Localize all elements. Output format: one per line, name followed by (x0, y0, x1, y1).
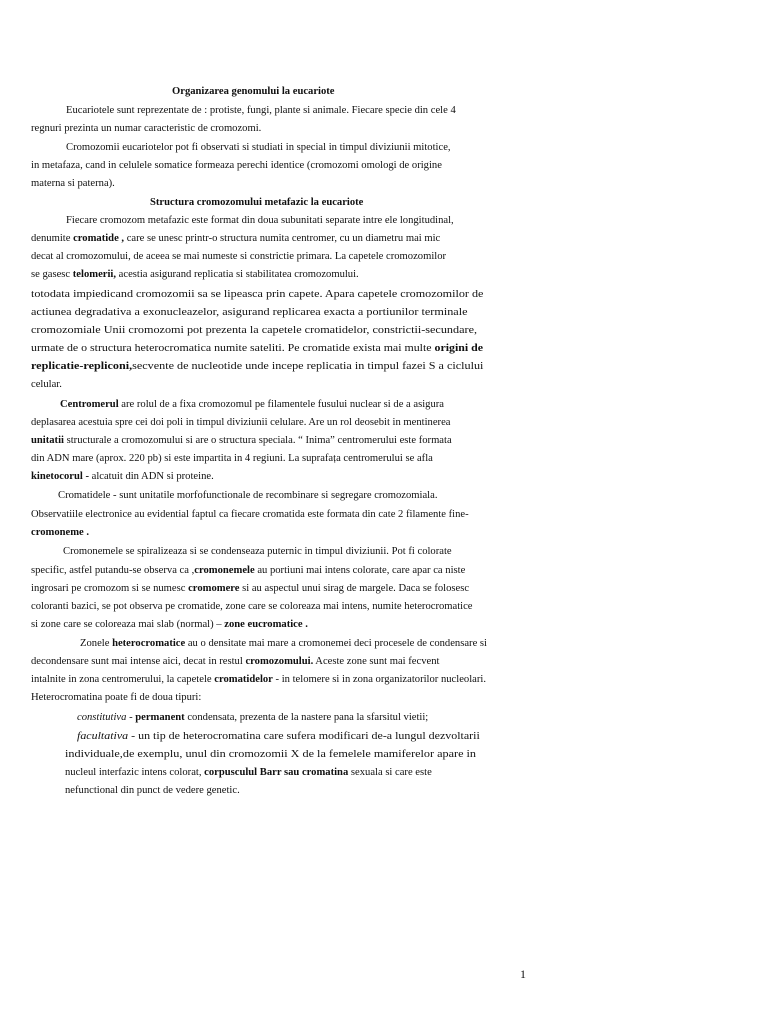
text-line (31, 582, 469, 595)
text-run: au o densitate mai mare a cromonemei deci procesele de condensare si (185, 638, 487, 649)
text-run: regnuri prezinta un numar caracteristic de cromozomi. (31, 123, 262, 134)
text-line (31, 655, 439, 668)
italic-text: facultativa (77, 731, 129, 742)
bold-text: permanent (135, 712, 185, 723)
text-line (31, 122, 261, 135)
text-run: nefunctional din punct de vedere genetic. (65, 785, 240, 796)
text-line (31, 288, 483, 301)
bold-text: cromatide , (73, 233, 125, 244)
text-line (31, 177, 115, 190)
text-line (58, 489, 437, 502)
text-run: acestia asigurand replicatia si stabilitatea cromozomului. (116, 269, 359, 280)
text-line (63, 545, 452, 558)
text-run: au portiuni mai intens colorate, care apar ca niste (254, 565, 466, 576)
text-run: individuale,de exemplu, unul din cromozomii X de la femelele mamiferelor apare in (65, 749, 477, 760)
text-run: structurale a cromozomului si are o structura speciala. “ Inima” centromerului este formata (63, 435, 452, 446)
text-run: secvente de nucleotide unde incepe replicatia in timpul fazei S a ciclului (132, 361, 484, 372)
text-line (31, 250, 446, 263)
text-line (31, 306, 468, 319)
text-run: intalnite in zona centromerului, la capetele (31, 674, 215, 685)
bold-text: unitatii (31, 435, 64, 446)
text-run: urmate de o structura heterocromatica numite sateliti. Pe cromatide exista mai multe (31, 343, 435, 354)
text-run: actiunea degradativa a exonucleazelor, asigurand replicarea exacta a portiunilor terminale (31, 307, 468, 318)
text-line (31, 378, 62, 391)
text-run: Observatiile electronice au evidential faptul ca fiecare cromatida este formata din cate 2 filamente fine- (31, 509, 469, 520)
text-run: celular. (31, 379, 62, 390)
text-line (31, 673, 486, 686)
text-line (31, 268, 359, 281)
document-title: Organizarea genomului la eucariote (172, 86, 335, 97)
text-line (77, 711, 428, 724)
text-run: - un tip de heterocromatina care sufera modificari de-a lungul dezvoltarii (128, 731, 480, 742)
bold-text: cromozomului. (245, 656, 314, 667)
text-run: deplasarea acestuia spre cei doi poli in timpul diviziunii celulare. Are un rol deosebit in mentinerea (31, 417, 451, 428)
text-line (31, 342, 483, 355)
text-line (66, 141, 451, 154)
text-line (31, 159, 442, 172)
text-run: Eucariotele sunt reprezentate de : protiste, fungi, plante si animale. Fiecare specie din cele 4 (66, 105, 456, 116)
text-line (31, 452, 433, 465)
text-run: are rolul de a fixa cromozomul pe filamentele fusului nuclear si de a asigura (118, 399, 444, 410)
text-run: cromozomiale Unii cromozomi pot prezenta la capetele cromatidelor, constrictii-secundare, (31, 325, 478, 336)
bold-text: telomerii, (72, 269, 117, 280)
text-run: decondensare sunt mai intense aici, decat in restul (31, 656, 246, 667)
text-run: specific, astfel putandu-se observa ca , (31, 565, 195, 576)
text-run: din ADN mare (aprox. 220 pb) si este impartita in 4 regiuni. La suprafața centromerului se afla (31, 453, 433, 464)
text-line (66, 214, 454, 227)
text-line (31, 434, 452, 447)
text-run: Fiecare cromozom metafazic este format din doua subunitati separate intre ele longitudinal, (66, 215, 454, 226)
text-line (60, 398, 444, 411)
bold-text: origini de (434, 343, 484, 354)
text-run: coloranti bazici, se pot observa pe cromatide, zone care se coloreaza mai intens, numite heterocromatice (31, 601, 473, 612)
text-line (65, 748, 476, 761)
text-line (65, 766, 432, 779)
text-line (77, 730, 480, 743)
bold-text: corpusculul Barr sau cromatina (204, 767, 349, 778)
text-line (31, 508, 469, 521)
text-run: Aceste zone sunt mai fecvent (313, 656, 440, 667)
bold-text: cromonemele (194, 565, 255, 576)
text-run: Cromatidele - sunt unitatile morfofunctionale de recombinare si segregare cromozomiala. (58, 490, 438, 501)
bold-text: cromatidelor (214, 674, 273, 685)
text-line (31, 360, 483, 373)
text-line (31, 526, 89, 539)
text-run: - in telomere si in zona organizatorilor nucleolari. (272, 674, 486, 685)
text-run: nucleul interfazic intens colorat, (65, 767, 205, 778)
text-line (31, 564, 465, 577)
text-run: se gasesc (31, 269, 73, 280)
text-run: Cromonemele se spiralizeaza si se condenseaza puternic in timpul diviziunii. Pot fi colorate (63, 546, 452, 557)
text-run: - (126, 712, 136, 723)
text-line (31, 470, 214, 483)
text-line (80, 637, 487, 650)
text-run: sexuala si care este (348, 767, 432, 778)
text-run: ingrosari pe cromozom si se numesc (31, 583, 189, 594)
text-run: alcatuit din ADN si proteine. (88, 471, 214, 482)
bold-text: cromomere (188, 583, 240, 594)
text-line (65, 784, 240, 797)
text-run: materna si paterna). (31, 178, 115, 189)
text-run: Heterocromatina poate fi de doua tipuri: (31, 692, 202, 703)
bold-text: Centromerul (60, 399, 119, 410)
text-run: decat al cromozomului, de aceea se mai numeste si constrictie primara. La capetele cromozomilor (31, 251, 447, 262)
bold-text: zone eucromatice . (224, 619, 308, 630)
text-run: Zonele (80, 638, 113, 649)
bold-text: cromoneme . (31, 527, 90, 538)
text-line (31, 416, 451, 429)
italic-text: constitutiva (77, 712, 127, 723)
bold-text: replicatie-repliconi, (31, 361, 133, 372)
text-run: denumite (31, 233, 74, 244)
text-line (31, 600, 473, 613)
text-line (31, 618, 308, 631)
text-run: totodata impiedicand cromozomii sa se lipeasca prin capete. Apara capetele cromozomilor de (31, 289, 484, 300)
text-line (31, 324, 477, 337)
text-run: si zone care se coloreaza mai slab (normal) – (31, 619, 225, 630)
text-run: care se unesc printr-o structura numita centromer, cu un diametru mai mic (124, 233, 441, 244)
page-number: 1 (520, 967, 526, 981)
text-line (66, 104, 456, 117)
text-run: condensata, prezenta de la nastere pana la sfarsitul vietii; (184, 712, 429, 723)
text-run: si au aspectul unui sirag de margele. Daca se folosesc (239, 583, 470, 594)
text-line (31, 232, 440, 245)
bold-text: heterocromatice (112, 638, 186, 649)
text-run: in metafaza, cand in celulele somatice formeaza perechi identice (cromozomi omologi de origine (31, 160, 442, 171)
section-title: Structura cromozomului metafazic la eucariote (150, 197, 364, 208)
bold-text: kinetocorul - (31, 471, 89, 482)
text-run: Cromozomii eucariotelor pot fi observati si studiati in special in timpul diviziunii mitotice, (66, 142, 451, 153)
text-line (31, 691, 201, 704)
